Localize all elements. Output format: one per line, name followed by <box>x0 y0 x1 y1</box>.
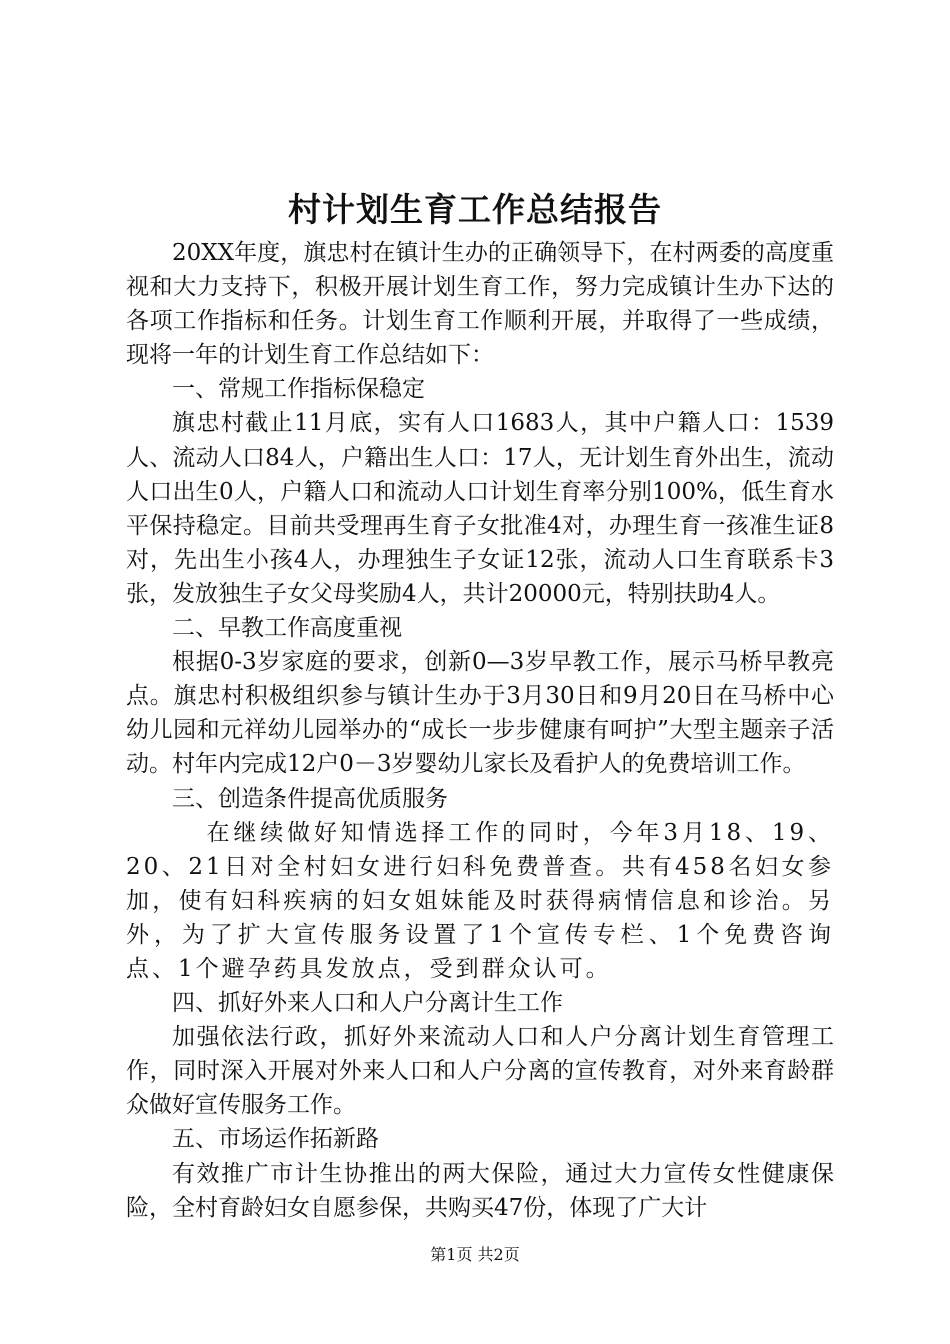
document-body <box>126 236 834 1225</box>
section-heading-1: 一、常规工作指标保稳定 <box>172 376 425 403</box>
section-paragraph-2: 根据0-3岁家庭的要求，创新0—3岁早教工作，展示马桥早教亮点。旗忠村积极组织参与镇计生办于3月30日和9月20日在马桥中心幼儿园和元祥幼儿园举办的“成长一步步健康有呵护”大型主题亲子活动。村年内完成12户0－3岁婴幼儿家长及看护人的免费培训工作。 <box>126 649 834 778</box>
section-heading-4: 四、抓好外来人口和人户分离计生工作 <box>172 990 563 1017</box>
section-paragraph-5: 有效推广市计生协推出的两大保险，通过大力宣传女性健康保险，全村育龄妇女自愿参保，共购买47份，体现了广大计 <box>126 1160 834 1221</box>
section-heading-3: 三、创造条件提高优质服务 <box>172 785 448 812</box>
section-paragraph-3: 在继续做好知情选择工作的同时，今年3月18、19、20、21日对全村妇女进行妇科免费普查。共有458名妇女参加，使有妇科疾病的妇女姐妹能及时获得病情信息和诊治。另外，为了扩大宣传服务设置了1个宣传专栏、1个免费咨询点、1个避孕药具发放点，受到群众认可。 <box>126 819 834 982</box>
section-heading-2: 二、早教工作高度重视 <box>172 615 402 642</box>
section-heading-5: 五、市场运作拓新路 <box>172 1126 379 1153</box>
document-title: 村计划生育工作总结报告 <box>288 190 662 229</box>
intro-paragraph: 20XX年度，旗忠村在镇计生办的正确领导下，在村两委的高度重视和大力支持下，积极开展计划生育工作，努力完成镇计生办下达的各项工作指标和任务。计划生育工作顺利开展，并取得了一些成绩，现将一年的计划生育工作总结如下： <box>126 240 834 369</box>
page-footer: 第1页 共2页 <box>430 1245 520 1264</box>
section-paragraph-1: 旗忠村截止11月底，实有人口1683人，其中户籍人口：1539人、流动人口84人，户籍出生人口：17人，无计划生育外出生，流动人口出生0人，户籍人口和流动人口计划生育率分别100%，低生育水平保持稳定。目前共受理再生育子女批准4对，办理生育一孩准生证8对，先出生小孩4人，办理独生子女证12张，流动人口生育联系卡3张，发放独生子女父母奖励4人，共计20000元，特别扶助4人。 <box>126 410 834 607</box>
section-paragraph-4: 加强依法行政，抓好外来流动人口和人户分离计划生育管理工作，同时深入开展对外来人口和人户分离的宣传教育，对外来育龄群众做好宣传服务工作。 <box>126 1024 834 1119</box>
